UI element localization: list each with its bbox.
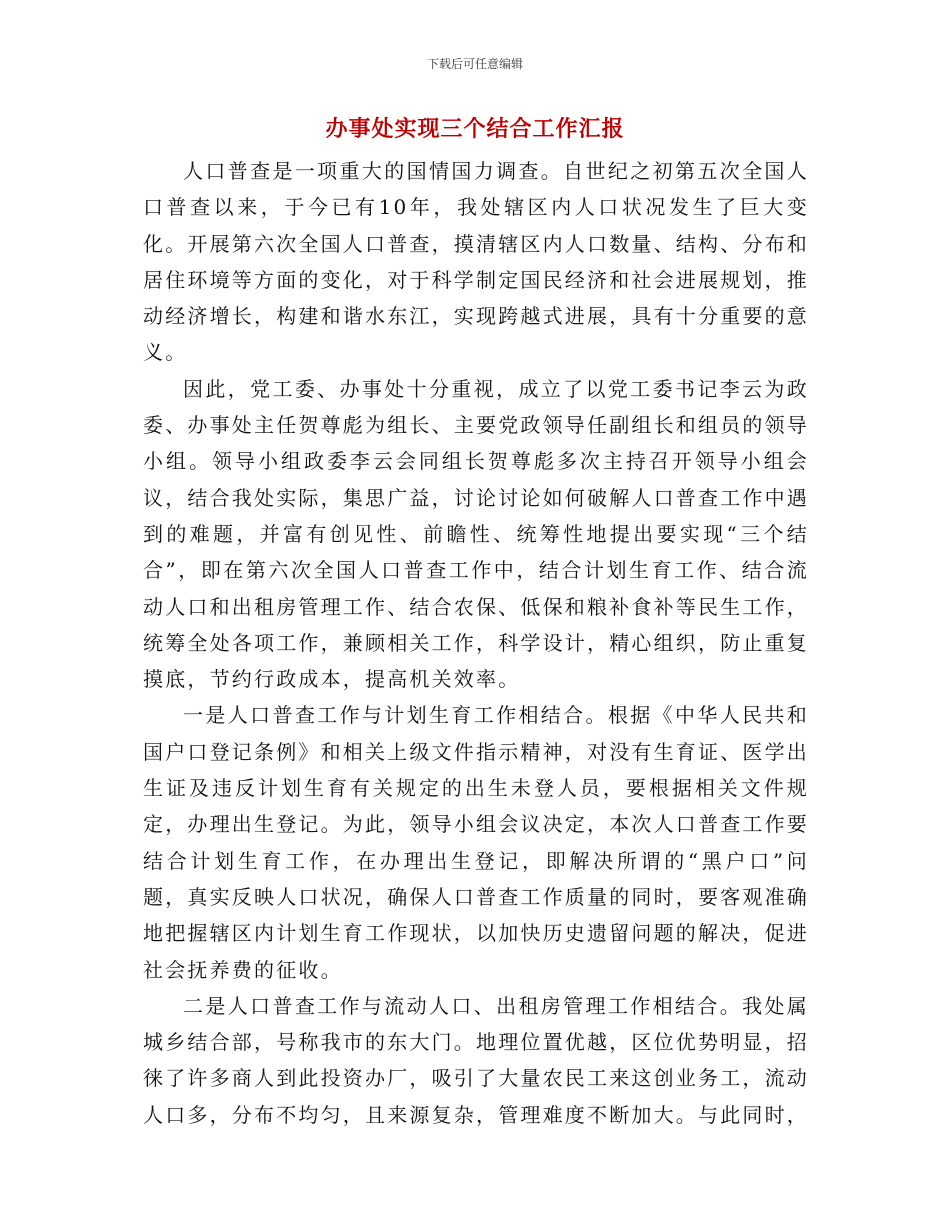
document-title: 办事处实现三个结合工作汇报 — [325, 116, 625, 142]
paragraph-3: 一是人口普查工作与计划生育工作相结合。根据《中华人民共和国户口登记条例》和相关上级文件指示精神，对没有生育证、医学出生证及违反计划生育有关规定的出生未登人员，要根据相关文件规定，办理出生登记。为此，领导小组会议决定，本次人口普查工作要结合计划生育工作，在办理出生登记，即解决所谓的“黑户口”问题，真实反映人口状况，确保人口普查工作质量的同时，要客观准确地把握辖区内计划生育工作现状，以加快历史遗留问题的解决，促进社会抚养费的征收。 — [143, 703, 809, 982]
paragraph-1: 人口普查是一项重大的国情国力调查。自世纪之初第五次全国人口普查以来，于今已有10年，我处辖区内人口状况发生了巨大变化。开展第六次全国人口普查，摸清辖区内人口数量、结构、分布和居住环境等方面的变化，对于科学制定国民经济和社会进展规划，推动经济增长，构建和谐水东江，实现跨越式进展，具有十分重要的意义。 — [143, 159, 809, 365]
header-note: 下载后可任意编辑 — [426, 57, 523, 71]
paragraph-4: 二是人口普查工作与流动人口、出租房管理工作相结合。我处属城乡结合部，号称我市的东大门。地理位置优越，区位优势明显，招徕了许多商人到此投资办厂，吸引了大量农民工来这创业务工，流动人口多，分布不均匀，且来源复杂，管理难度不断加大。与此同时， — [143, 993, 809, 1127]
paragraph-2: 因此，党工委、办事处十分重视，成立了以党工委书记李云为政委、办事处主任贺尊彪为组长、主要党政领导任副组长和组员的领导小组。领导小组政委李云会同组长贺尊彪多次主持召开领导小组会议，结合我处实际，集思广益，讨论讨论如何破解人口普查工作中遇到的难题，并富有创见性、前瞻性、统筹性地提出要实现“三个结合”，即在第六次全国人口普查工作中，结合计划生育工作、结合流动人口和出租房管理工作、结合农保、低保和粮补食补等民生工作，统筹全处各项工作，兼顾相关工作，科学设计，精心组织，防止重复摸底，节约行政成本，提高机关效率。 — [143, 376, 809, 692]
document-body — [143, 153, 809, 1133]
